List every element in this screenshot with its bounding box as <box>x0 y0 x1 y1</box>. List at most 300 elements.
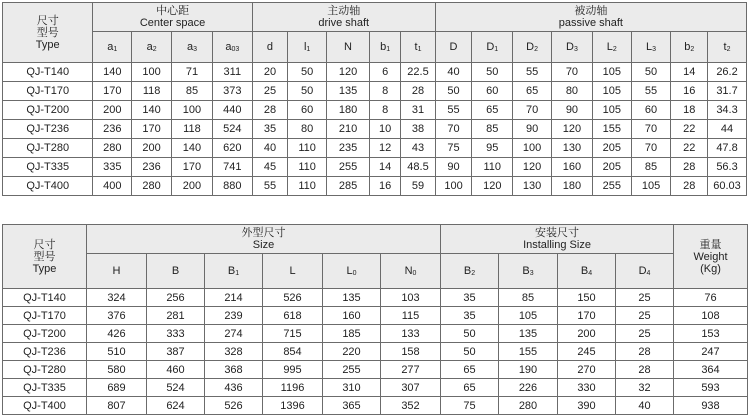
column-header <box>401 32 435 63</box>
column-header-subscript: 1 <box>306 46 311 53</box>
type-header-cn2: 型号 <box>36 26 59 39</box>
value-cell: 593 <box>674 379 748 397</box>
value-cell: 170 <box>132 120 172 139</box>
value-cell: 25 <box>252 82 288 101</box>
column-header-subscript: 03 <box>231 46 240 53</box>
column-header <box>513 32 552 63</box>
value-cell: 105 <box>592 82 631 101</box>
size-weight-table <box>2 224 748 415</box>
value-cell: 245 <box>558 343 616 361</box>
group-header-size <box>87 225 441 254</box>
value-cell: 995 <box>263 361 323 379</box>
value-cell: 200 <box>558 325 616 343</box>
table-row <box>3 158 747 177</box>
table-row <box>3 289 748 307</box>
value-cell: 440 <box>212 101 252 120</box>
value-cell: 28 <box>252 101 288 120</box>
column-header-subscript: 2 <box>690 46 695 53</box>
value-cell: 108 <box>674 307 748 325</box>
value-cell: 368 <box>205 361 263 379</box>
value-cell: 185 <box>323 325 381 343</box>
value-cell: 364 <box>674 361 748 379</box>
value-cell: 426 <box>87 325 147 343</box>
value-cell: 880 <box>212 177 252 196</box>
column-header <box>708 32 747 63</box>
value-cell: 50 <box>288 82 327 101</box>
value-cell: 85 <box>472 120 513 139</box>
value-cell: 38 <box>401 120 435 139</box>
group-header-passive-shaft <box>435 3 746 32</box>
type-header-cn2: 型号 <box>33 250 56 263</box>
value-cell: 624 <box>147 397 205 415</box>
value-cell: 715 <box>263 325 323 343</box>
column-header-symbol: D <box>526 41 535 53</box>
column-header-symbol: a <box>107 41 114 53</box>
value-cell: 118 <box>132 82 172 101</box>
value-cell: 130 <box>513 177 552 196</box>
value-cell: 255 <box>592 177 631 196</box>
column-header-subscript: 2 <box>471 270 476 277</box>
value-cell: 8 <box>370 101 401 120</box>
value-cell: 140 <box>172 139 213 158</box>
value-cell: 50 <box>441 343 499 361</box>
value-cell: 180 <box>551 177 592 196</box>
column-header-subscript: 2 <box>726 46 731 53</box>
column-header-symbol: B <box>171 265 180 277</box>
type-header-cn1: 尺寸 <box>33 238 56 251</box>
value-cell: 376 <box>87 307 147 325</box>
model-cell: QJ-T280 <box>3 361 87 379</box>
value-cell: 60 <box>631 101 671 120</box>
value-cell: 22 <box>671 139 708 158</box>
value-cell: 118 <box>172 120 213 139</box>
value-cell: 110 <box>288 139 327 158</box>
value-cell: 620 <box>212 139 252 158</box>
column-header <box>472 32 513 63</box>
column-header-symbol: N <box>404 265 413 277</box>
column-header-symbol: b <box>684 41 691 53</box>
table-row <box>3 120 747 139</box>
value-cell: 32 <box>616 379 674 397</box>
value-cell: 247 <box>674 343 748 361</box>
value-cell: 59 <box>401 177 435 196</box>
value-cell: 460 <box>147 361 205 379</box>
column-header <box>212 32 252 63</box>
column-header <box>288 32 327 63</box>
column-header-symbol: D <box>486 41 495 53</box>
value-cell: 281 <box>147 307 205 325</box>
model-cell: QJ-T400 <box>3 397 87 415</box>
value-cell: 70 <box>631 120 671 139</box>
value-cell: 16 <box>671 82 708 101</box>
column-header <box>671 32 708 63</box>
column-header <box>263 254 323 289</box>
value-cell: 71 <box>172 63 213 82</box>
value-cell: 335 <box>93 158 132 177</box>
column-header <box>631 32 671 63</box>
value-cell: 25 <box>616 325 674 343</box>
value-cell: 50 <box>441 325 499 343</box>
value-cell: 200 <box>93 101 132 120</box>
type-header <box>3 3 93 63</box>
column-header-symbol: D <box>638 265 647 277</box>
value-cell: 31.7 <box>708 82 747 101</box>
value-cell: 35 <box>441 307 499 325</box>
value-cell: 365 <box>323 397 381 415</box>
group-header-en: drive shaft <box>318 17 370 29</box>
value-cell: 400 <box>93 177 132 196</box>
value-cell: 105 <box>592 101 631 120</box>
type-header-cn1: 尺寸 <box>36 14 59 27</box>
column-header <box>323 254 381 289</box>
value-cell: 10 <box>370 120 401 139</box>
column-header-symbol: b <box>380 41 387 53</box>
value-cell: 135 <box>327 82 370 101</box>
column-header-subscript: 1 <box>113 46 118 53</box>
column-header-symbol: B <box>463 265 472 277</box>
model-cell: QJ-T170 <box>3 307 87 325</box>
value-cell: 580 <box>87 361 147 379</box>
value-cell: 75 <box>441 397 499 415</box>
group-header-cn: 中心距 <box>156 5 190 17</box>
value-cell: 155 <box>592 120 631 139</box>
model-cell: QJ-T200 <box>3 101 93 120</box>
model-cell: QJ-T280 <box>3 139 93 158</box>
value-cell: 85 <box>631 158 671 177</box>
value-cell: 689 <box>87 379 147 397</box>
value-cell: 105 <box>631 177 671 196</box>
value-cell: 28 <box>671 177 708 196</box>
column-header-subscript: 2 <box>534 46 539 53</box>
column-header <box>616 254 674 289</box>
value-cell: 135 <box>499 325 558 343</box>
value-cell: 236 <box>132 158 172 177</box>
value-cell: 158 <box>381 343 441 361</box>
column-header <box>558 254 616 289</box>
value-cell: 50 <box>288 63 327 82</box>
value-cell: 65 <box>441 361 499 379</box>
group-header-cn: 主动轴 <box>327 5 361 17</box>
column-header-symbol: a <box>146 41 153 53</box>
value-cell: 328 <box>205 343 263 361</box>
value-cell: 31 <box>401 101 435 120</box>
column-header <box>592 32 631 63</box>
value-cell: 20 <box>252 63 288 82</box>
value-cell: 618 <box>263 307 323 325</box>
value-cell: 110 <box>472 158 513 177</box>
column-header <box>499 254 558 289</box>
value-cell: 140 <box>93 63 132 82</box>
value-cell: 48.5 <box>401 158 435 177</box>
value-cell: 239 <box>205 307 263 325</box>
value-cell: 255 <box>323 361 381 379</box>
value-cell: 160 <box>551 158 592 177</box>
value-cell: 274 <box>205 325 263 343</box>
value-cell: 100 <box>435 177 472 196</box>
value-cell: 12 <box>370 139 401 158</box>
value-cell: 35 <box>252 120 288 139</box>
value-cell: 22 <box>671 120 708 139</box>
value-cell: 285 <box>327 177 370 196</box>
value-cell: 277 <box>381 361 441 379</box>
value-cell: 50 <box>472 63 513 82</box>
value-cell: 28 <box>616 361 674 379</box>
value-cell: 324 <box>87 289 147 307</box>
column-header-symbol: L <box>346 265 353 277</box>
value-cell: 310 <box>323 379 381 397</box>
type-header-en: Type <box>35 38 60 51</box>
column-header-symbol: B <box>580 265 589 277</box>
value-cell: 741 <box>212 158 252 177</box>
value-cell: 80 <box>551 82 592 101</box>
value-cell: 45 <box>252 158 288 177</box>
value-cell: 103 <box>381 289 441 307</box>
value-cell: 18 <box>671 101 708 120</box>
column-header-symbol: L <box>289 265 296 277</box>
table-row <box>3 82 747 101</box>
weight-header-en: Weight <box>693 250 728 263</box>
value-cell: 200 <box>132 139 172 158</box>
value-cell: 333 <box>147 325 205 343</box>
value-cell: 40 <box>435 63 472 82</box>
value-cell: 35 <box>441 289 499 307</box>
value-cell: 526 <box>263 289 323 307</box>
group-header-center-space <box>93 3 252 32</box>
column-header-subscript: 1 <box>386 46 391 53</box>
column-header-symbol: a <box>186 41 194 53</box>
column-header-symbol: L <box>646 41 653 53</box>
value-cell: 436 <box>205 379 263 397</box>
group-header-drive-shaft <box>252 3 435 32</box>
value-cell: 190 <box>499 361 558 379</box>
value-cell: 150 <box>558 289 616 307</box>
column-header-subscript: 4 <box>588 270 593 277</box>
column-header <box>93 32 132 63</box>
value-cell: 65 <box>441 379 499 397</box>
value-cell: 255 <box>327 158 370 177</box>
column-header-symbol: L <box>606 41 613 53</box>
value-cell: 938 <box>674 397 748 415</box>
value-cell: 95 <box>472 139 513 158</box>
value-cell: 8 <box>370 82 401 101</box>
column-header-subscript: 3 <box>529 270 534 277</box>
model-cell: QJ-T236 <box>3 343 87 361</box>
value-cell: 65 <box>513 82 552 101</box>
model-cell: QJ-T170 <box>3 82 93 101</box>
value-cell: 807 <box>87 397 147 415</box>
value-cell: 235 <box>327 139 370 158</box>
value-cell: 110 <box>288 158 327 177</box>
table-row <box>3 307 748 325</box>
value-cell: 352 <box>381 397 441 415</box>
column-header <box>252 32 288 63</box>
column-header-symbol: D <box>566 41 574 53</box>
column-header-subscript: 1 <box>494 46 499 53</box>
value-cell: 90 <box>513 120 552 139</box>
value-cell: 85 <box>172 82 213 101</box>
value-cell: 25 <box>616 289 674 307</box>
column-header-subscript: 1 <box>235 270 240 277</box>
value-cell: 140 <box>132 101 172 120</box>
value-cell: 210 <box>327 120 370 139</box>
table-row <box>3 343 748 361</box>
value-cell: 105 <box>592 63 631 82</box>
value-cell: 1396 <box>263 397 323 415</box>
model-cell: QJ-T335 <box>3 379 87 397</box>
column-header-symbol: d <box>266 41 274 53</box>
value-cell: 524 <box>147 379 205 397</box>
value-cell: 100 <box>132 63 172 82</box>
value-cell: 307 <box>381 379 441 397</box>
value-cell: 26.2 <box>708 63 747 82</box>
column-header-subscript: 4 <box>646 270 651 277</box>
value-cell: 55 <box>513 63 552 82</box>
value-cell: 373 <box>212 82 252 101</box>
value-cell: 220 <box>323 343 381 361</box>
column-header <box>381 254 441 289</box>
value-cell: 70 <box>551 63 592 82</box>
column-header-symbol: H <box>112 265 121 277</box>
value-cell: 205 <box>592 158 631 177</box>
column-header <box>370 32 401 63</box>
value-cell: 80 <box>288 120 327 139</box>
value-cell: 854 <box>263 343 323 361</box>
column-header-subscript: 3 <box>652 46 657 53</box>
value-cell: 256 <box>147 289 205 307</box>
value-cell: 280 <box>499 397 558 415</box>
column-header-subscript: 0 <box>412 270 417 277</box>
column-header-subscript: 2 <box>612 46 617 53</box>
value-cell: 14 <box>671 63 708 82</box>
value-cell: 387 <box>147 343 205 361</box>
value-cell: 56.3 <box>708 158 747 177</box>
value-cell: 120 <box>551 120 592 139</box>
type-header-en: Type <box>32 262 57 275</box>
value-cell: 44 <box>708 120 747 139</box>
value-cell: 153 <box>674 325 748 343</box>
value-cell: 25 <box>616 307 674 325</box>
value-cell: 330 <box>558 379 616 397</box>
column-header <box>87 254 147 289</box>
value-cell: 130 <box>551 139 592 158</box>
column-header-subscript: 0 <box>352 270 357 277</box>
column-header-symbol: t <box>414 41 418 53</box>
model-cell: QJ-T335 <box>3 158 93 177</box>
shaft-dimensions-table <box>2 2 747 196</box>
column-header <box>172 32 213 63</box>
value-cell: 70 <box>631 139 671 158</box>
value-cell: 43 <box>401 139 435 158</box>
column-header-subscript: 3 <box>573 46 578 53</box>
value-cell: 70 <box>513 101 552 120</box>
value-cell: 34.3 <box>708 101 747 120</box>
value-cell: 28 <box>616 343 674 361</box>
value-cell: 40 <box>616 397 674 415</box>
value-cell: 105 <box>499 307 558 325</box>
group-header-en: passive shaft <box>558 17 623 29</box>
value-cell: 270 <box>558 361 616 379</box>
value-cell: 390 <box>558 397 616 415</box>
value-cell: 47.8 <box>708 139 747 158</box>
table-row <box>3 101 747 120</box>
weight-header-unit: (Kg) <box>700 262 721 275</box>
type-header <box>3 225 87 289</box>
value-cell: 90 <box>551 101 592 120</box>
value-cell: 110 <box>288 177 327 196</box>
group-header-cn: 安装尺寸 <box>535 227 579 239</box>
value-cell: 200 <box>172 177 213 196</box>
value-cell: 70 <box>435 120 472 139</box>
value-cell: 28 <box>401 82 435 101</box>
table-row <box>3 325 748 343</box>
group-header-cn: 外型尺寸 <box>241 227 286 239</box>
value-cell: 180 <box>327 101 370 120</box>
value-cell: 170 <box>172 158 213 177</box>
value-cell: 526 <box>205 397 263 415</box>
value-cell: 22.5 <box>401 63 435 82</box>
column-header <box>132 32 172 63</box>
weight-header-cn: 重量 <box>699 238 722 251</box>
value-cell: 510 <box>87 343 147 361</box>
value-cell: 170 <box>93 82 132 101</box>
column-header <box>435 32 472 63</box>
column-header <box>205 254 263 289</box>
value-cell: 155 <box>499 343 558 361</box>
column-header-subscript: 2 <box>152 46 157 53</box>
model-cell: QJ-T140 <box>3 289 87 307</box>
value-cell: 60.03 <box>708 177 747 196</box>
value-cell: 214 <box>205 289 263 307</box>
value-cell: 40 <box>252 139 288 158</box>
column-header <box>327 32 370 63</box>
group-header-installing-size <box>441 225 674 254</box>
value-cell: 76 <box>674 289 748 307</box>
column-header-symbol: l <box>303 41 307 53</box>
value-cell: 55 <box>435 101 472 120</box>
column-header-symbol: t <box>723 41 727 53</box>
column-header-symbol: B <box>522 265 530 277</box>
model-cell: QJ-T400 <box>3 177 93 196</box>
value-cell: 90 <box>435 158 472 177</box>
table-row <box>3 361 748 379</box>
value-cell: 280 <box>132 177 172 196</box>
table-row <box>3 177 747 196</box>
column-header <box>441 254 499 289</box>
value-cell: 55 <box>631 82 671 101</box>
value-cell: 100 <box>513 139 552 158</box>
model-cell: QJ-T200 <box>3 325 87 343</box>
value-cell: 236 <box>93 120 132 139</box>
value-cell: 524 <box>212 120 252 139</box>
value-cell: 75 <box>435 139 472 158</box>
group-header-en: Center space <box>139 17 206 29</box>
value-cell: 100 <box>172 101 213 120</box>
value-cell: 170 <box>558 307 616 325</box>
column-header-subscript: 1 <box>417 46 422 53</box>
value-cell: 60 <box>288 101 327 120</box>
column-header-symbol: a <box>225 41 232 53</box>
column-header-subscript: 3 <box>193 46 197 53</box>
value-cell: 55 <box>252 177 288 196</box>
value-cell: 60 <box>472 82 513 101</box>
group-header-cn: 被动轴 <box>574 5 608 17</box>
value-cell: 120 <box>472 177 513 196</box>
value-cell: 205 <box>592 139 631 158</box>
column-header-symbol: D <box>449 41 458 53</box>
value-cell: 160 <box>323 307 381 325</box>
model-cell: QJ-T140 <box>3 63 93 82</box>
weight-header <box>674 225 748 289</box>
